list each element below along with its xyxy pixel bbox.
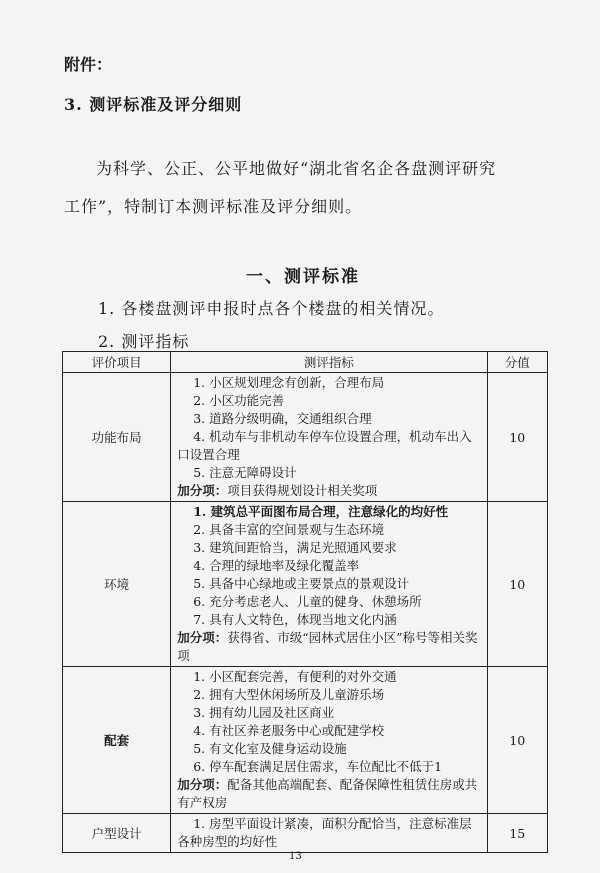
header-item: 评价项目 [63,352,171,373]
row-criteria [171,814,487,853]
attachment-label: 附件： [64,55,113,74]
row-name: 配套 [63,667,171,814]
criteria-item: 4. 合理的绿地率及绿化覆盖率 [193,558,360,573]
criteria-item: 3. 建筑间距恰当，满足光照通风要求 [193,540,397,555]
row-name: 户型设计 [63,814,171,853]
criteria-item: 5. 具备中心绿地或主要景点的景观设计 [193,576,410,591]
criteria-item: 4. 机动车与非机动车停车位设置合理，机动车出入口设置合理 [177,429,472,462]
header-score: 分值 [487,352,547,373]
table-row [63,814,548,853]
table-header-row [63,352,548,373]
criteria-item: 7. 具有人文特色，体现当地文化内涵 [193,612,397,627]
bonus-text: 配备其他高端配套、配备保障性租赁住房或共有产权房 [177,777,478,810]
section-title: 3. 测评标准及评分细则 [64,95,243,114]
criteria-table [62,351,548,853]
criteria-item: 3. 道路分级明确，交通组织合理 [193,411,372,426]
criteria-item: 6. 充分考虑老人、儿童的健身、休憩场所 [193,594,422,609]
row-criteria [171,667,487,814]
bonus-text: 获得省、市级“园林式居住小区”称号等相关奖项 [177,630,478,663]
criteria-item: 1. 小区规划理念有创新，合理布局 [193,375,385,390]
point-1: 1. 各楼盘测评申报时点各个楼盘的相关情况。 [98,299,445,318]
row-name: 环境 [63,502,171,667]
row-name: 功能布局 [63,373,171,502]
bonus-item [175,482,482,500]
criteria-item: 1. 建筑总平面图布局合理，注意绿化的均好性 [193,504,449,519]
table-row [63,667,548,814]
table-row [63,373,548,502]
page-number: 13 [289,851,302,862]
row-criteria [171,373,487,502]
bonus-item [175,629,482,665]
criteria-item: 5. 注意无障碍设计 [193,465,297,480]
point-2: 2. 测评指标 [98,332,190,351]
criteria-item: 2. 小区功能完善 [193,393,285,408]
criteria-item: 2. 拥有大型休闲场所及儿童游乐场 [193,687,385,702]
intro-line-2: 工作”，特制订本测评标准及评分细则。 [64,197,363,216]
bonus-label: 加分项： [177,483,228,498]
part-title: 一、测评标准 [246,267,360,287]
header-criteria: 测评指标 [171,352,487,373]
criteria-item: 1. 小区配套完善，有便利的对外交通 [193,669,397,684]
bonus-label: 加分项： [177,777,228,792]
table-row [63,502,548,667]
criteria-item: 3. 拥有幼儿园及社区商业 [193,705,335,720]
bonus-item [175,776,482,812]
intro-line-1: 为科学、公正、公平地做好“湖北省名企各盘测评研究 [96,159,497,178]
bonus-text: 项目获得规划设计相关奖项 [227,483,378,498]
criteria-item: 5. 有文化室及健身运动设施 [193,741,347,756]
criteria-item: 2. 具备丰富的空间景观与生态环境 [193,522,385,537]
criteria-item: 4. 有社区养老服务中心或配建学校 [193,723,385,738]
criteria-item: 1. 房型平面设计紧凑，面积分配恰当，注意标准层各种房型的均好性 [177,816,472,849]
row-score: 10 [487,373,547,502]
bonus-label: 加分项： [177,630,228,645]
row-score: 10 [487,502,547,667]
row-criteria [171,502,487,667]
criteria-item: 6. 停车配套满足居住需求，车位配比不低于1 [193,759,443,774]
row-score: 10 [487,667,547,814]
row-score: 15 [487,814,547,853]
